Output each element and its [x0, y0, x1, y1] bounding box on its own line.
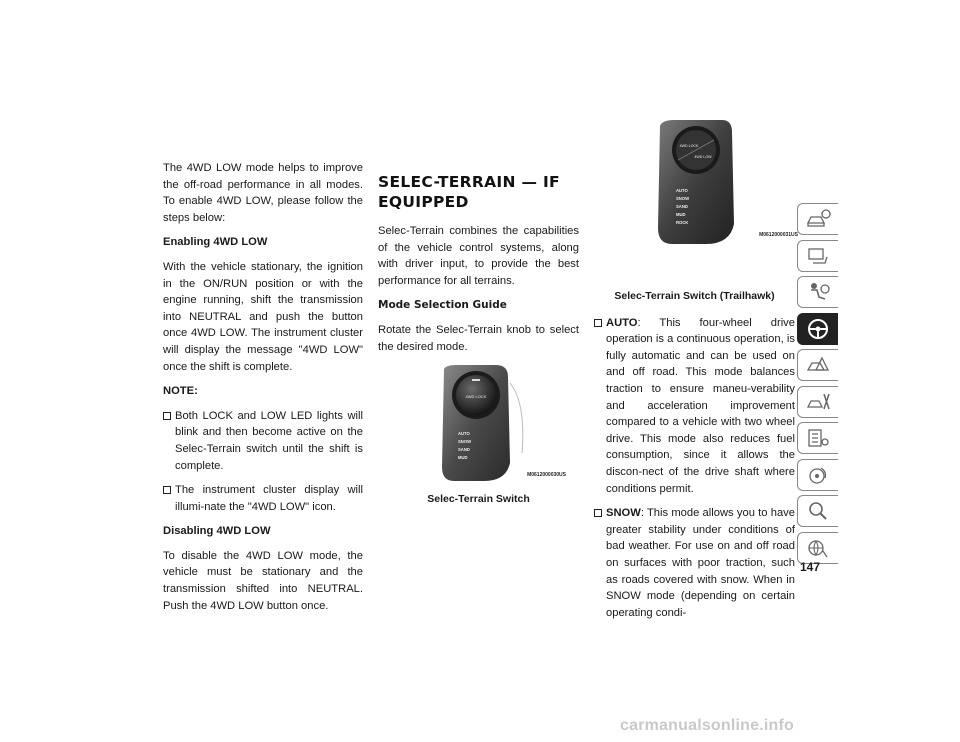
note-bullet: The instrument cluster display will illumi-nate the "4WD LOW" icon. — [163, 482, 363, 515]
disabling-4wd-low-heading: Disabling 4WD LOW — [163, 525, 271, 538]
mode-bullet-snow: SNOW: This mode allows you to have greater stability under conditions of bad weather. For use on and off road on surfaces with poor traction, such as roads covered with snow. When in SNOW mode (depending on certain operating condi- — [594, 505, 795, 621]
mode-label: AUTO — [458, 431, 470, 437]
bullet-box-icon — [163, 412, 171, 420]
tab-specifications[interactable] — [797, 422, 838, 454]
safety-airbag-icon — [805, 281, 831, 303]
tab-index[interactable] — [797, 495, 838, 527]
4wd-low-label: 4WD LOW — [694, 155, 712, 159]
emergency-icon — [805, 354, 831, 376]
mode-label: SAND — [676, 204, 688, 209]
mode-label: ROCK — [676, 220, 689, 225]
note-label: NOTE: — [163, 385, 198, 398]
specifications-icon — [805, 427, 831, 449]
bullet-box-icon — [594, 509, 602, 517]
index-search-icon — [805, 500, 831, 522]
tab-multimedia[interactable] — [797, 459, 838, 491]
page-number: 147 — [800, 560, 821, 574]
mode-label: AUTO — [676, 188, 688, 193]
4wd-lock-label: 4WD LOCK — [679, 144, 699, 148]
tab-emergency[interactable] — [797, 349, 838, 381]
column-1 — [163, 160, 363, 622]
footer-watermark: carmanualsonline.info — [620, 717, 795, 734]
enabling-paragraph: With the vehicle stationary, the ignition in the ON/RUN position or with the engine running, shift the transmission into NEUTRAL and push the button once 4WD LOW. The instrument cluster will display the message "4WD LOW" once the shift is complete. — [163, 260, 363, 373]
column-3 — [594, 144, 798, 629]
mode-bullet-auto: AUTO: This four-wheel drive operation is a continuous operation, is fully automatic and can be used on and off road. This mode balances traction to ensure maneu-verability and acceleration improvement compared to a vehicle with two wheel drive. This mode also reduces fuel consumption, since it allows the discon-nect of the drive shaft where conditions permit. — [594, 315, 795, 498]
column-2 — [378, 160, 579, 518]
tab-car-info[interactable] — [797, 203, 838, 235]
intro-paragraph: The 4WD LOW mode helps to improve the off-road performance in all modes. To enable 4WD LOW, please follow the steps below: — [163, 162, 363, 224]
car-info-icon — [805, 208, 831, 230]
multimedia-icon — [805, 464, 831, 486]
figure-code: M0612000031US — [759, 232, 798, 239]
trailhawk-figure-area — [594, 144, 798, 288]
mode-label: MUD — [676, 212, 686, 217]
figure-caption: Selec-Terrain Switch (Trailhawk) — [614, 290, 775, 302]
bullet-box-icon — [594, 319, 602, 327]
enabling-4wd-low-heading: Enabling 4WD LOW — [163, 236, 268, 249]
steering-wheel-icon — [805, 318, 831, 340]
tab-starting-and-operating[interactable] — [797, 313, 838, 345]
service-tools-icon — [805, 391, 831, 413]
guide-paragraph: Rotate the Selec-Terrain knob to select the desired mode. — [378, 323, 579, 353]
language-icon — [805, 537, 831, 559]
bullet-box-icon — [163, 486, 171, 494]
mode-selection-guide-heading: Mode Selection Guide — [378, 299, 507, 312]
4wd-lock-label: 4WD LOCK — [465, 394, 487, 400]
tab-service[interactable] — [797, 386, 838, 418]
tab-languages[interactable] — [797, 532, 838, 564]
selec-terrain-switch-figure — [426, 363, 570, 485]
mode-label: SNOW — [676, 196, 690, 201]
warning-lights-icon — [805, 245, 831, 267]
disabling-paragraph: To disable the 4WD LOW mode, the vehicle must be stationary and the transmission shifted into NEUTRAL. Push the 4WD LOW button once. — [163, 549, 363, 612]
selec-terrain-intro: Selec-Terrain combines the capabilities of the vehicle control systems, along with driver input, to provide the best performance for all terrains. — [378, 225, 579, 287]
tab-safety[interactable] — [797, 276, 838, 308]
section-heading: SELEC-TERRAIN — IF EQUIPPED — [378, 173, 560, 211]
mode-label: SAND — [458, 447, 470, 453]
mode-label: SNOW — [458, 439, 472, 445]
figure-code: M0612000030US — [527, 471, 566, 478]
chapter-tabs — [797, 203, 841, 568]
mode-label: MUD — [458, 455, 468, 461]
figure-caption: Selec-Terrain Switch — [427, 493, 530, 506]
note-bullet: Both LOCK and LOW LED lights will blink and then become active on the Selec-Terrain switch until the shift is complete. — [163, 408, 363, 474]
tab-warning-lights[interactable] — [797, 240, 838, 272]
trailhawk-switch-figure — [646, 118, 798, 246]
